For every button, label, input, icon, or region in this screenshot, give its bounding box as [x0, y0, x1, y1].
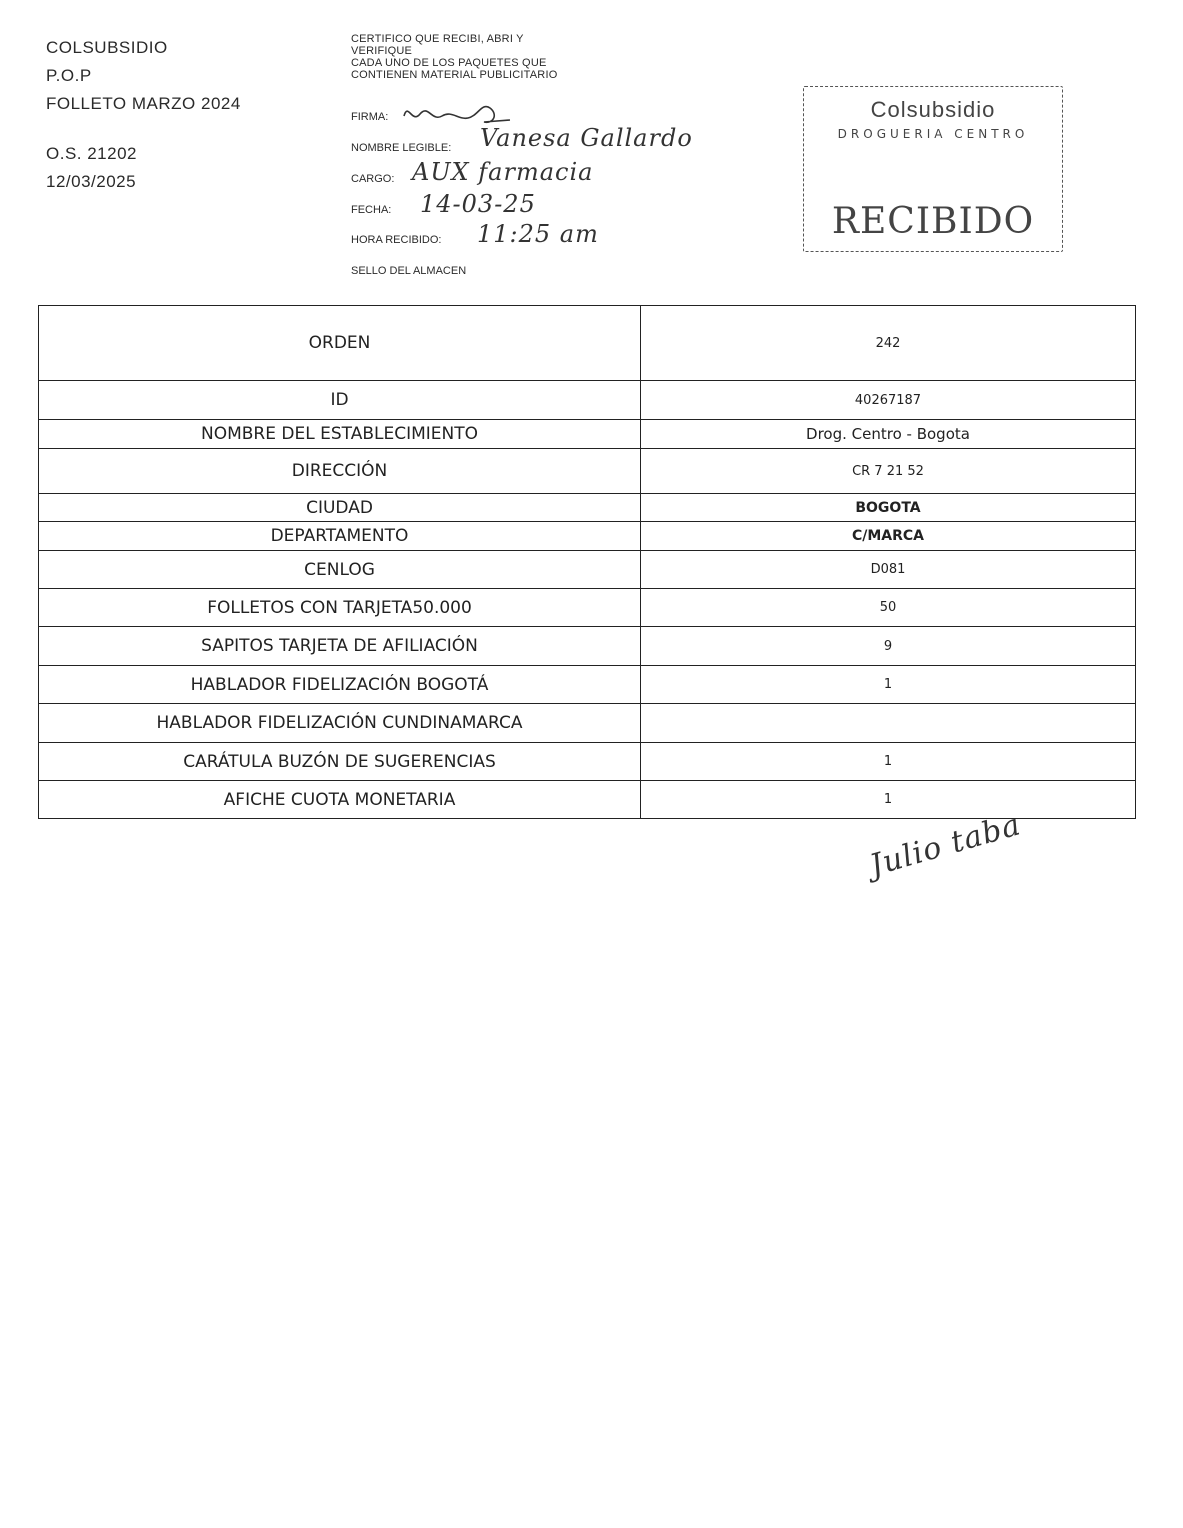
- certificate-line: VERIFIQUE: [351, 45, 413, 57]
- table-row: [39, 627, 1136, 666]
- certificate-line: CADA UNO DE LOS PAQUETES QUE: [351, 57, 547, 69]
- table-row: [39, 306, 1136, 381]
- certificate-line: CERTIFICO QUE RECIBI, ABRI Y: [351, 33, 524, 45]
- hora-value: 11:25 am: [477, 220, 599, 248]
- stamp-subtitle: DROGUERIA CENTRO: [837, 127, 1029, 141]
- row-label: ORDEN: [39, 306, 641, 381]
- pop-label: P.O.P: [46, 66, 92, 85]
- table-row: [39, 781, 1136, 819]
- sello-label: SELLO DEL ALMACEN: [351, 265, 467, 277]
- firma-label: FIRMA:: [351, 111, 389, 123]
- row-label: DEPARTAMENTO: [39, 522, 641, 551]
- company-name: COLSUBSIDIO: [46, 38, 168, 57]
- row-value: 1: [641, 666, 1136, 704]
- table-row: [39, 743, 1136, 781]
- cargo-value: AUX farmacia: [412, 158, 594, 186]
- stamp-status: RECIBIDO: [831, 201, 1035, 242]
- folleto-label: FOLLETO MARZO 2024: [46, 94, 241, 113]
- row-label: NOMBRE DEL ESTABLECIMIENTO: [39, 420, 641, 449]
- row-value: 242: [641, 306, 1136, 381]
- certificate-line: CONTIENEN MATERIAL PUBLICITARIO: [351, 69, 558, 81]
- row-label: CENLOG: [39, 551, 641, 589]
- row-value: 50: [641, 589, 1136, 627]
- row-value: 1: [641, 743, 1136, 781]
- row-value: 1: [641, 781, 1136, 819]
- row-value: BOGOTA: [641, 494, 1136, 522]
- fecha-label: FECHA:: [351, 204, 392, 216]
- table-row: [39, 420, 1136, 449]
- nombre-label: NOMBRE LEGIBLE:: [351, 142, 452, 154]
- service-order: O.S. 21202: [46, 144, 138, 163]
- table-row: [39, 381, 1136, 420]
- table-row: [39, 551, 1136, 589]
- row-value: [641, 704, 1136, 743]
- row-label: AFICHE CUOTA MONETARIA: [39, 781, 641, 819]
- order-table: [38, 305, 1136, 819]
- fecha-value: 14-03-25: [420, 190, 536, 218]
- table-row: [39, 704, 1136, 743]
- row-value: 9: [641, 627, 1136, 666]
- row-label: HABLADOR FIDELIZACIÓN CUNDINAMARCA: [39, 704, 641, 743]
- received-stamp: [803, 86, 1063, 252]
- row-label: CARÁTULA BUZÓN DE SUGERENCIAS: [39, 743, 641, 781]
- row-value: C/MARCA: [641, 522, 1136, 551]
- certificate-text: [351, 33, 651, 81]
- row-label: HABLADOR FIDELIZACIÓN BOGOTÁ: [39, 666, 641, 704]
- nombre-value: Vanesa Gallardo: [480, 124, 693, 152]
- table-row: [39, 522, 1136, 551]
- row-label: FOLLETOS CON TARJETA50.000: [39, 589, 641, 627]
- row-value: D081: [641, 551, 1136, 589]
- row-value: 40267187: [641, 381, 1136, 420]
- row-value: Drog. Centro - Bogota: [641, 420, 1136, 449]
- table-row: [39, 666, 1136, 704]
- header-block: [46, 34, 241, 196]
- handwritten-note: Julio taba: [866, 807, 1025, 884]
- cargo-label: CARGO:: [351, 173, 395, 185]
- stamp-brand: Colsubsidio: [870, 97, 996, 122]
- row-label: CIUDAD: [39, 494, 641, 522]
- row-value: CR 7 21 52: [641, 449, 1136, 494]
- row-label: DIRECCIÓN: [39, 449, 641, 494]
- document-date: 12/03/2025: [46, 172, 137, 191]
- table-row: [39, 589, 1136, 627]
- row-label: ID: [39, 381, 641, 420]
- table-row: [39, 449, 1136, 494]
- row-label: SAPITOS TARJETA DE AFILIACIÓN: [39, 627, 641, 666]
- hora-label: HORA RECIBIDO:: [351, 234, 442, 246]
- table-row: [39, 494, 1136, 522]
